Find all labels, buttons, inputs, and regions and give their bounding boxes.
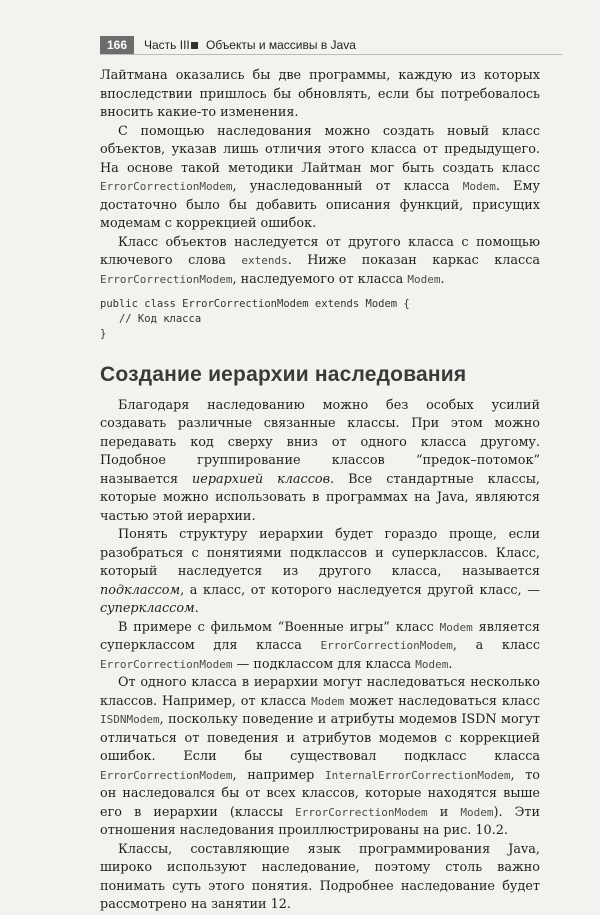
inline-code: Modem xyxy=(462,180,496,193)
inline-code: ErrorCorrectionModem xyxy=(295,805,428,819)
inline-code: ErrorCorrectionModem xyxy=(320,639,453,652)
inline-code: extends xyxy=(241,254,288,267)
inline-code: Modem xyxy=(415,657,449,671)
inline-code: InternalErrorCorrectionModem xyxy=(325,768,511,782)
header-part: Часть III xyxy=(144,38,190,52)
paragraph-6: В примере с фильмом “Военные игры” класс Modem является суперклассом для класса ErrorCorrectionModem, а класс ErrorCorrectionModem — подклассом для класса Modem. xyxy=(100,619,540,672)
paragraph-7: От одного класса в иерархии могут наследоваться несколько классов. Например, от класса Modem может наследоваться класс ISDNModem, поскольку поведение и атрибуты модемов ISDN могут отличаться от поведения и атрибутов модемов с коррекцией ошибок. Если бы существовал подкласс класса ErrorCorrectionModem, например InternalErrorCorrectionModem, то он наследовался бы от всех классов, которые находятся выше его в иерархии (классы ErrorCorrectionModem и Modem). Эти отношения наследования проиллюстрированы на рис. 10.2. xyxy=(100,675,541,838)
paragraph-2: С помощью наследования можно создать новый класс объектов, указав лишь отличия этого класса от предыдущего. На основе такой методики Лайтман мог быть создать класс ErrorCorrectionModem, унаследованный от класса Modem. Ему достаточно было бы добавить описания функций, присущих модемам с коррекцией ошибок. xyxy=(100,123,540,231)
paragraph-8: Классы, составляющие язык программирования Java, широко используют наследование, поэтому столь важно понимать суть этого понятия. Подробнее наследование будет рассмотрено на занятии 12. xyxy=(100,841,540,912)
code-line: } xyxy=(100,328,107,340)
inline-code: ErrorCorrectionModem xyxy=(100,657,233,671)
inline-code: ISDNModem xyxy=(100,713,160,726)
inline-code: Modem xyxy=(439,620,473,634)
italic-term: суперклассом xyxy=(100,601,195,616)
paragraph-5: Понять структуру иерархии будет гораздо проще, если разобраться с понятиями подклассов и суперклассов. Класс, который наследуется из другого класса, называется подклассом, а класс, от которого наследуется другой класс, — суперклассом. xyxy=(100,527,540,616)
inline-code: Modem xyxy=(407,272,441,286)
page-body xyxy=(100,67,540,915)
code-line: // Код класса xyxy=(100,313,202,325)
section-heading: Создание иерархии наследования xyxy=(100,363,467,386)
italic-term: подклассом xyxy=(100,582,181,598)
square-bullet-icon xyxy=(191,42,198,49)
paragraph-4: Благодаря наследованию можно без особых усилий создавать различные связанные классы. При этом можно передавать код сверху вниз от одного класса другому. Подобное группирование классов “предок–потомок” называется иерархией классов. Все стандартные классы, которые можно использовать в программах на Java, являются частью этой иерархии. xyxy=(100,397,540,524)
header-chapter-title: Объекты и массивы в Java xyxy=(206,38,356,52)
page-number: 166 xyxy=(100,36,134,54)
inline-code: Modem xyxy=(311,694,345,708)
inline-code: Modem xyxy=(460,805,494,819)
inline-code: ErrorCorrectionModem xyxy=(100,180,233,193)
paragraph-3: Класс объектов наследуется от другого класса с помощью ключевого слова extends. Ниже показан каркас класса ErrorCorrectionModem, наследуемого от класса Modem. xyxy=(100,234,540,287)
code-listing xyxy=(100,297,540,342)
running-header xyxy=(100,36,562,55)
paragraph-1: Лайтмана оказались бы две программы, каждую из которых впоследствии пришлось бы обновлять, если бы потребовалось вносить какие-то изменения. xyxy=(100,68,540,120)
italic-term: иерархией классов xyxy=(192,471,331,487)
code-line: public class ErrorCorrectionModem extends Modem { xyxy=(100,298,410,310)
inline-code: ErrorCorrectionModem xyxy=(100,272,233,286)
inline-code: ErrorCorrectionModem xyxy=(100,768,233,782)
